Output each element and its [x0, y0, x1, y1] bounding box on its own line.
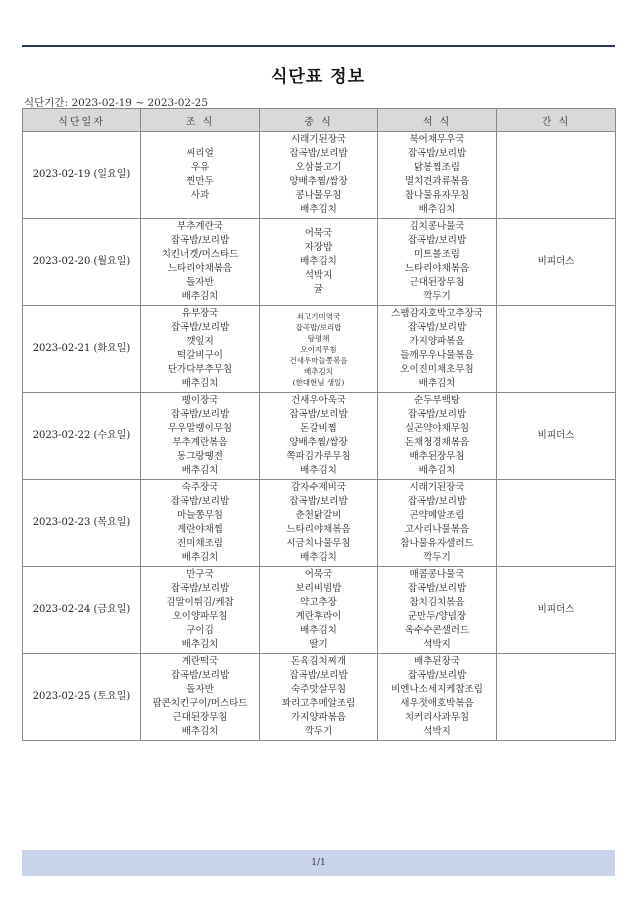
- menu-item: 잡곡밥/보리밥: [289, 409, 348, 420]
- menu-item: 잡곡밥/보리밥: [407, 670, 467, 681]
- menu-item: 감자수제비국: [290, 482, 347, 493]
- menu-item: 들깨무우나물볶음: [400, 350, 474, 361]
- menu-item: 느타리야채볶음: [167, 263, 233, 274]
- menu-item: 찐만두: [186, 176, 214, 187]
- menu-item: 돌자반: [186, 277, 214, 288]
- dinner-cell: [378, 567, 497, 654]
- breakfast-cell: [141, 219, 260, 306]
- date-cell: 2023-02-24 (금요일): [23, 567, 141, 654]
- menu-item: 팝콘치킨구이/머스타드: [152, 698, 248, 709]
- dinner-cell: [378, 393, 497, 480]
- menu-item: 부추계란볶음: [172, 437, 228, 448]
- date-cell: 2023-02-25 (토요일): [23, 654, 141, 741]
- breakfast-cell: [141, 654, 260, 741]
- menu-item: 배추김치: [300, 204, 337, 215]
- menu-item: 김치콩나물국: [409, 221, 465, 232]
- menu-item: 탕평채: [307, 333, 330, 343]
- menu-item: 시래기된장국: [409, 482, 465, 493]
- menu-item: 쇠고기미역국: [296, 311, 341, 321]
- top-rule: [22, 45, 615, 47]
- menu-item: 닭봉찜조림: [414, 162, 460, 173]
- menu-item: 근대된장무침: [172, 712, 228, 723]
- menu-item: 잡곡밥/보리밥: [170, 235, 230, 246]
- date-cell: 2023-02-19 (일요일): [23, 132, 141, 219]
- menu-item: 깍두기: [423, 552, 451, 563]
- breakfast-cell: [141, 567, 260, 654]
- page-number: 1/1: [311, 858, 326, 868]
- menu-item: 오이진미채초무침: [400, 364, 474, 375]
- menu-item: 건새우아욱국: [290, 395, 347, 406]
- breakfast-cell: [141, 306, 260, 393]
- menu-item: 팽이장국: [181, 395, 219, 406]
- menu-item: 치커리사과무침: [404, 712, 470, 723]
- snack-cell: [497, 480, 616, 567]
- menu-item: 잡곡밥/보리밥: [407, 409, 467, 420]
- table-row: [23, 306, 616, 393]
- breakfast-cell: [141, 132, 260, 219]
- menu-item: 쪽파김가루무침: [286, 451, 351, 462]
- menu-item: 멸치견과류볶음: [404, 176, 470, 187]
- menu-item: 참나물유자샐러드: [400, 538, 474, 549]
- menu-item: 석박지: [423, 726, 451, 737]
- page-title: 식단표 정보: [270, 67, 366, 87]
- lunch-cell: [260, 393, 378, 480]
- dinner-cell: [378, 654, 497, 741]
- menu-item: 배추김치: [304, 366, 333, 376]
- menu-item: 배추김치: [181, 378, 219, 389]
- menu-item: 건새우마늘쫑볶음: [289, 355, 348, 365]
- table-header-row: [23, 109, 616, 132]
- page-footer: [22, 850, 615, 876]
- menu-item: 배추김치: [181, 639, 219, 650]
- menu-item: 잡곡밥/보리밥: [289, 496, 348, 507]
- menu-item: 돌자반: [186, 684, 214, 695]
- menu-item: 근대된장무침: [409, 277, 465, 288]
- menu-item: 매콤콩나물국: [409, 569, 465, 580]
- menu-item: 잡곡밥/보리밥: [407, 322, 467, 333]
- menu-item: 느타리야채볶음: [404, 263, 470, 274]
- header-snack: 간 식: [497, 109, 616, 132]
- header-lunch: 중 식: [260, 109, 378, 132]
- menu-item: 배추된장국: [414, 656, 460, 667]
- menu-item: 숙주장국: [181, 482, 219, 493]
- lunch-cell: [260, 480, 378, 567]
- snack-cell: [497, 219, 616, 306]
- menu-item: 비피더스: [537, 256, 575, 267]
- menu-item: 오이양파무침: [172, 611, 228, 622]
- menu-item: 어묵국: [304, 228, 333, 239]
- menu-item: 잡곡밥/보리밥: [407, 148, 467, 159]
- menu-item: 잡곡밥/보리밥: [170, 670, 230, 681]
- menu-item: 유부장국: [181, 308, 219, 319]
- table-row: [23, 654, 616, 741]
- lunch-cell: [260, 219, 378, 306]
- date-cell: 2023-02-22 (수요일): [23, 393, 141, 480]
- menu-item: 배추김치: [300, 465, 337, 476]
- header-dinner: 석 식: [378, 109, 497, 132]
- menu-item: 참치김치볶음: [409, 597, 465, 608]
- menu-item: 배추김치: [418, 204, 456, 215]
- table-row: [23, 393, 616, 480]
- menu-item: 딸기: [309, 639, 328, 650]
- menu-item: 시금치나물무침: [286, 538, 351, 549]
- menu-item: 배추김치: [181, 465, 219, 476]
- menu-table: [22, 108, 616, 741]
- menu-item: 잡곡밥/보리밥: [289, 670, 348, 681]
- menu-item: 자장밥: [304, 242, 333, 253]
- menu-item: 배추김치: [300, 625, 337, 636]
- menu-item: 가지양파볶음: [290, 712, 347, 723]
- dinner-cell: [378, 480, 497, 567]
- menu-item: 잡곡밥/보리밥: [289, 148, 348, 159]
- snack-cell: [497, 393, 616, 480]
- date-cell: 2023-02-20 (월요일): [23, 219, 141, 306]
- menu-item: 고사리나물볶음: [404, 524, 470, 535]
- menu-item: 씨리얼: [186, 148, 214, 159]
- menu-item: 귤: [313, 284, 324, 295]
- menu-item: 숙주맛살무침: [290, 684, 347, 695]
- header-breakfast: 조 식: [141, 109, 260, 132]
- menu-item: 배추김치: [181, 291, 219, 302]
- menu-item: 실곤약야채무침: [404, 423, 470, 434]
- snack-cell: [497, 132, 616, 219]
- menu-item: 느타리야채볶음: [286, 524, 351, 535]
- menu-item: 돈채청경채볶음: [404, 437, 470, 448]
- menu-item: 옥수수콘샐러드: [404, 625, 470, 636]
- menu-item: 참나물유자무침: [404, 190, 470, 201]
- dinner-cell: [378, 132, 497, 219]
- menu-item: 배추김치: [418, 378, 456, 389]
- menu-item: 콩나물무침: [295, 190, 342, 201]
- menu-item: 양배추찜/쌈장: [289, 176, 348, 187]
- menu-item: 계란후라이: [295, 611, 342, 622]
- menu-item: 춘천닭갈비: [295, 510, 342, 521]
- menu-item: 마늘쫑무침: [177, 510, 223, 521]
- menu-item: 배추김치: [181, 726, 219, 737]
- menu-item: 배추김치: [300, 552, 337, 563]
- snack-cell: [497, 567, 616, 654]
- lunch-cell: [260, 132, 378, 219]
- header-date: 식단일자: [23, 109, 141, 132]
- menu-item: 약고추장: [300, 597, 337, 608]
- menu-table-body: [23, 132, 616, 741]
- menu-item: 비피더스: [537, 430, 575, 441]
- menu-item: 오삼불고기: [295, 162, 342, 173]
- table-row: [23, 480, 616, 567]
- menu-item: 순두부백탕: [414, 395, 460, 406]
- breakfast-cell: [141, 480, 260, 567]
- table-row: [23, 132, 616, 219]
- lunch-cell: [260, 306, 378, 393]
- menu-item: 무우말랭이무침: [167, 423, 233, 434]
- table-row: [23, 219, 616, 306]
- menu-item: 부추계란국: [177, 221, 223, 232]
- menu-item: 구이김: [186, 625, 214, 636]
- menu-item: 가지양파볶음: [409, 336, 465, 347]
- menu-item: 배추된장무침: [409, 451, 465, 462]
- menu-item: 잡곡밥/보리밥: [170, 322, 230, 333]
- menu-item: 비엔나소세지케찹조림: [391, 684, 483, 695]
- menu-item: 북어채무우국: [409, 134, 465, 145]
- menu-item: 배추김치: [181, 552, 219, 563]
- menu-item: 만구국: [186, 569, 214, 580]
- menu-item: 깍두기: [304, 726, 333, 737]
- snack-cell: [497, 654, 616, 741]
- menu-item: 잡곡밥/보리밥: [170, 409, 230, 420]
- menu-item: 깍두기: [423, 291, 451, 302]
- menu-item: 돈갈비찜: [300, 423, 337, 434]
- menu-item: 잡곡밥/보리밥: [295, 322, 342, 332]
- menu-item: 곤약메알조림: [409, 510, 465, 521]
- menu-item: 진미채조림: [177, 538, 223, 549]
- menu-item: (한대현님 생일): [292, 377, 345, 387]
- menu-item: 계란야채찜: [177, 524, 223, 535]
- menu-item: 군만두/양념장: [407, 611, 467, 622]
- menu-item: 떡갈비구이: [177, 350, 223, 361]
- menu-item: 비피더스: [537, 604, 575, 615]
- menu-item: 석박지: [423, 639, 451, 650]
- menu-item: 시래기된장국: [290, 134, 347, 145]
- menu-item: 배추김치: [300, 256, 337, 267]
- dinner-cell: [378, 219, 497, 306]
- date-cell: 2023-02-21 (화요일): [23, 306, 141, 393]
- menu-item: 잡곡밥/보리밥: [170, 583, 230, 594]
- lunch-cell: [260, 654, 378, 741]
- menu-item: 스팸감자호박고추장국: [391, 308, 483, 319]
- dinner-cell: [378, 306, 497, 393]
- menu-item: 동그랑땡전: [177, 451, 223, 462]
- menu-item: 잡곡밥/보리밥: [407, 496, 467, 507]
- menu-item: 석박지: [304, 270, 333, 281]
- menu-item: 어묵국: [304, 569, 333, 580]
- menu-item: 계란떡국: [181, 656, 219, 667]
- menu-item: 잡곡밥/보리밥: [170, 496, 230, 507]
- menu-item: 보리비빔밥: [295, 583, 342, 594]
- menu-item: 미트볼조림: [414, 249, 460, 260]
- snack-cell: [497, 306, 616, 393]
- menu-item: 우유: [190, 162, 210, 173]
- menu-item: 양배추찜/쌈장: [289, 437, 348, 448]
- menu-period: 식단기간: 2023-02-19 ~ 2023-02-25: [24, 97, 208, 109]
- menu-item: 사과: [190, 190, 210, 201]
- date-cell: 2023-02-23 (목요일): [23, 480, 141, 567]
- menu-item: 오이지무침: [300, 344, 337, 354]
- table-row: [23, 567, 616, 654]
- breakfast-cell: [141, 393, 260, 480]
- menu-item: 단가다부추무침: [167, 364, 233, 375]
- menu-item: 배추김치: [418, 465, 456, 476]
- menu-item: 잡곡밥/보리밥: [407, 235, 467, 246]
- lunch-cell: [260, 567, 378, 654]
- menu-item: 잡곡밥/보리밥: [407, 583, 467, 594]
- menu-item: 돈육김치찌개: [290, 656, 347, 667]
- menu-item: 꽈리고추메알조림: [281, 698, 356, 709]
- menu-item: 새우젓애호박볶음: [400, 698, 474, 709]
- menu-item: 깻잎지: [186, 336, 214, 347]
- menu-item: 치킨너겟/머스타드: [161, 249, 239, 260]
- menu-item: 김말이튀김/케찹: [166, 597, 234, 608]
